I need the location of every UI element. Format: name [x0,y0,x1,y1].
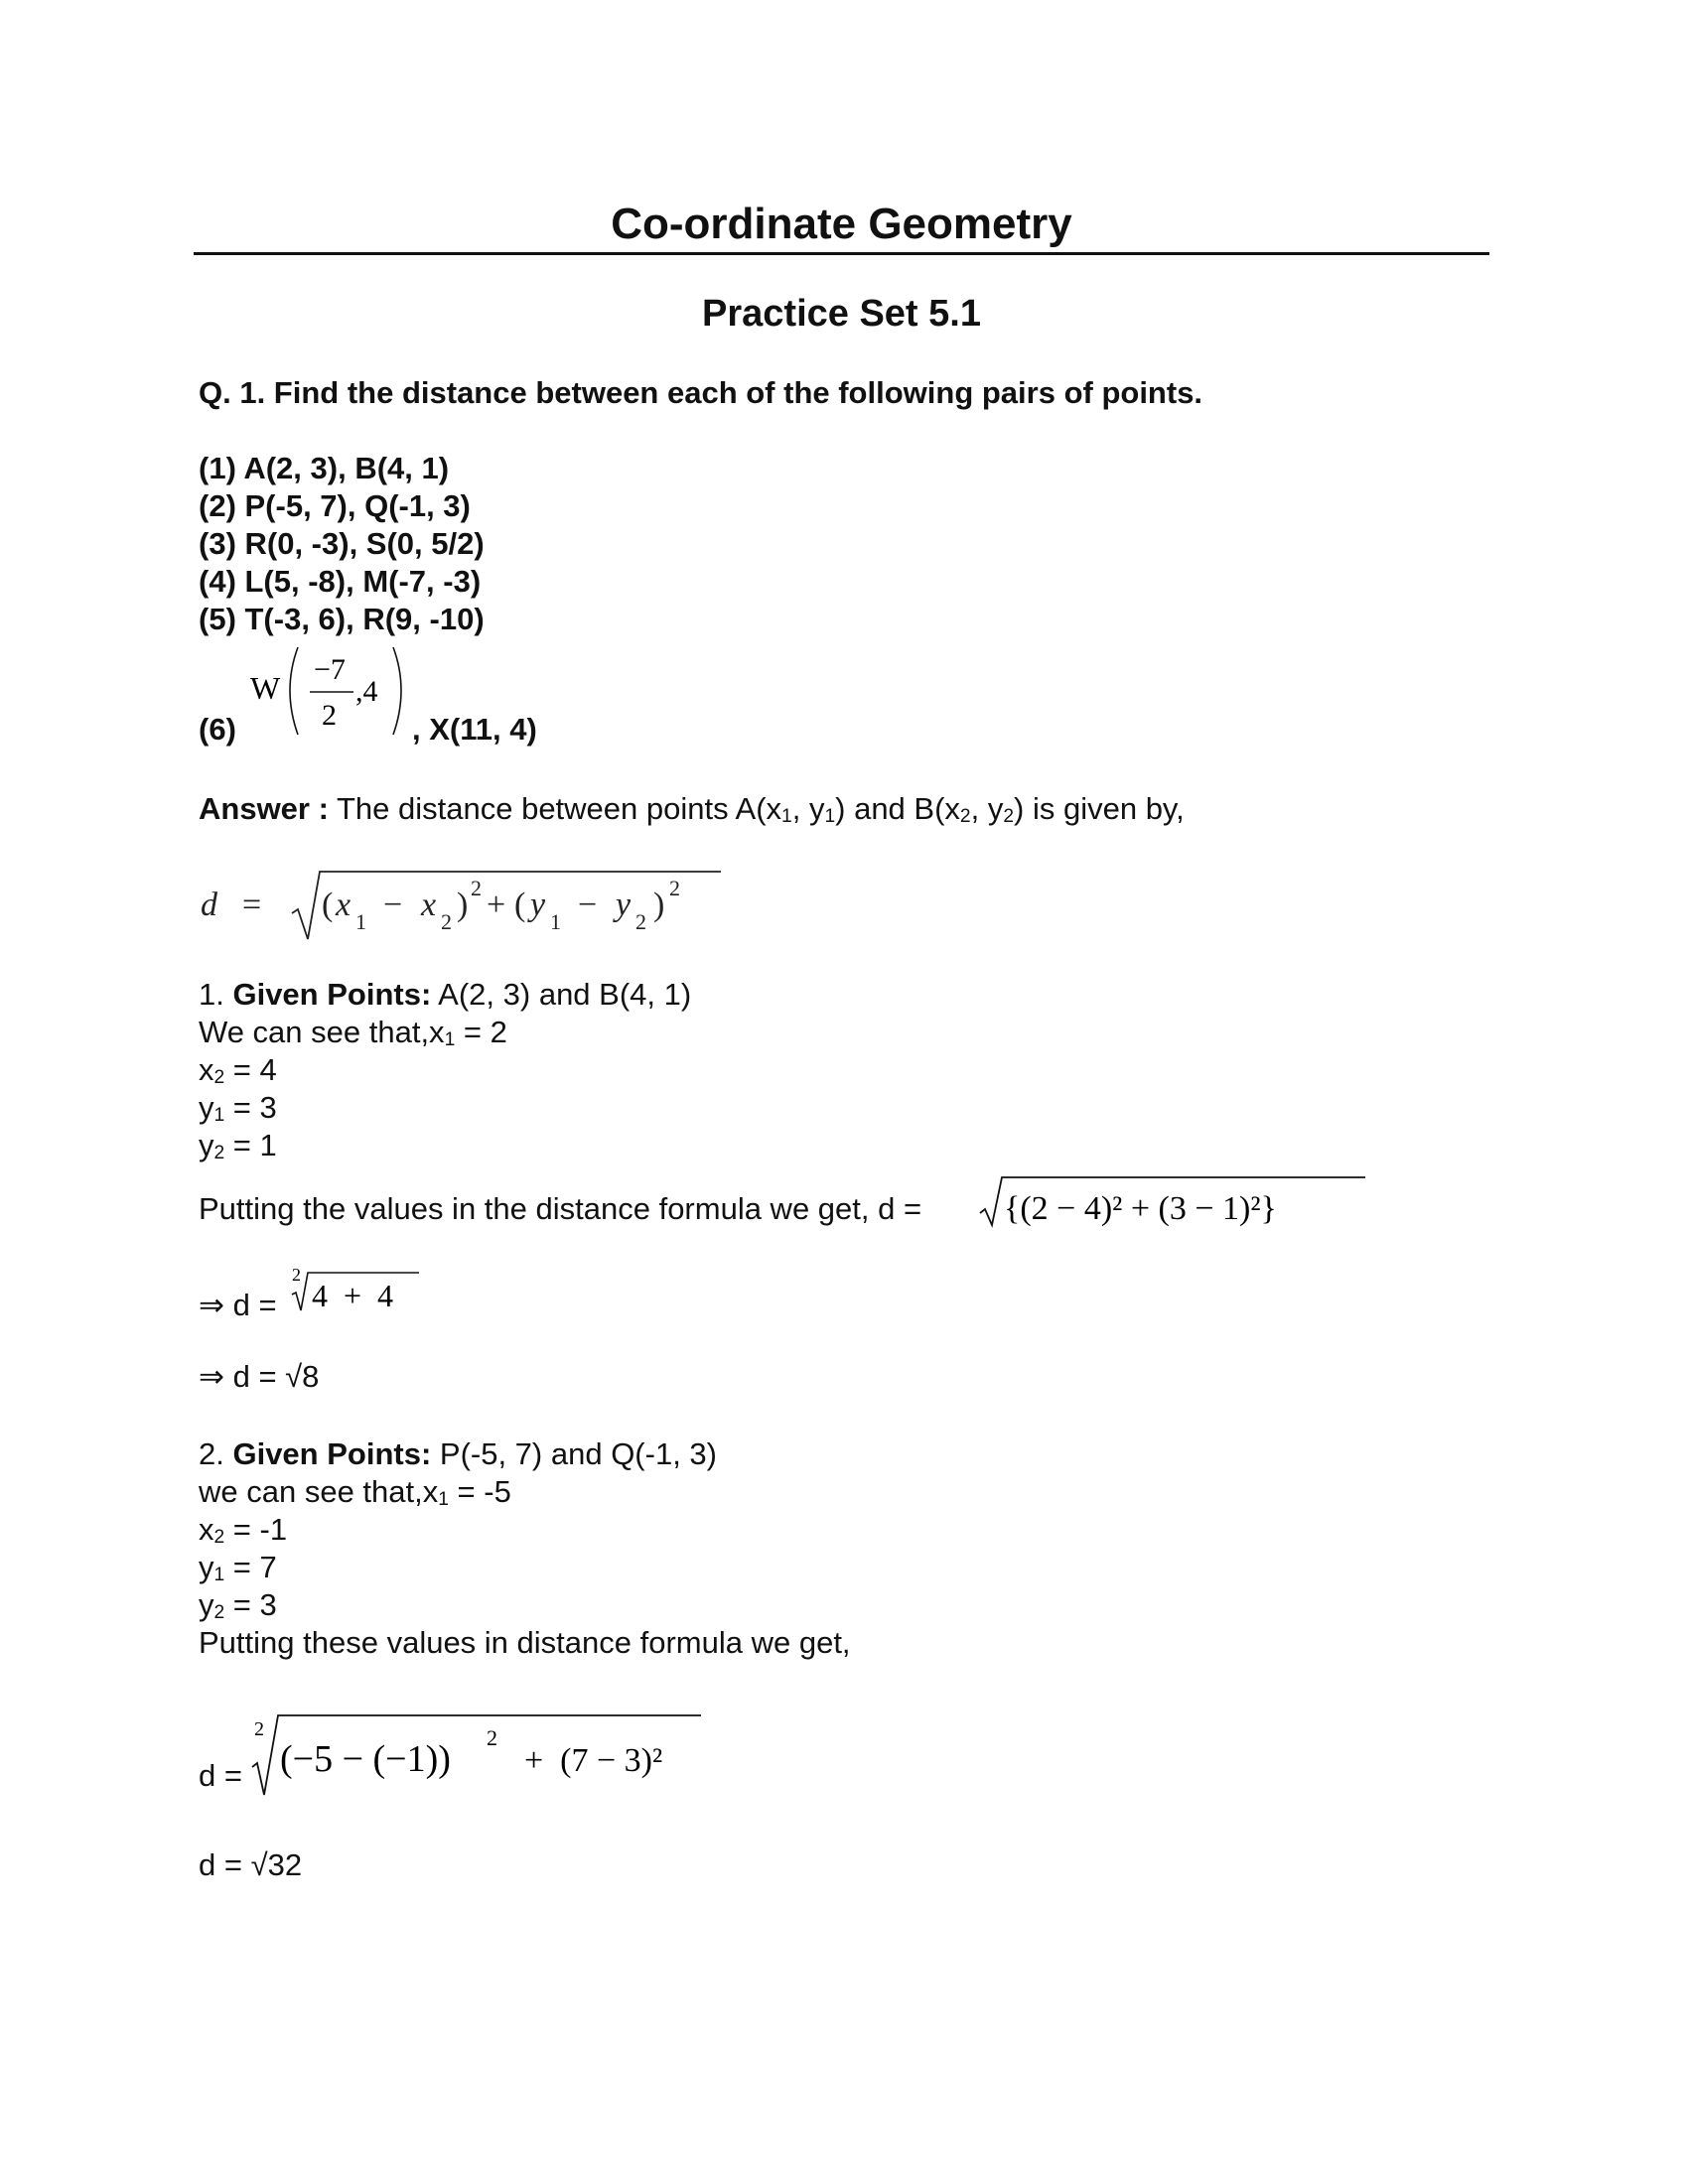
right-paren [393,647,401,735]
svg-text:y: y [616,887,632,923]
point-pair-1: (1) A(2, 3), B(4, 1) [199,451,450,485]
part1-putting: Putting the values in the distance formula we get, d = [199,1191,922,1226]
part1-step1: ⇒ d = [199,1288,277,1322]
part2-result: d = √32 [199,1847,303,1882]
point-pair-2: (2) P(-5, 7), Q(-1, 3) [199,488,471,523]
root-index: 2 [254,1718,264,1740]
part1-y2: $y_2 = 1$ [199,1128,277,1163]
svg-text:−: − [578,887,598,923]
svg-text:2: 2 [669,876,680,900]
part2-given: 2. Given Points: P(-5, 7) and Q(-1, 3) [199,1436,717,1471]
w-numerator: −7 [314,653,346,686]
title-underline [194,252,1489,255]
part1-root-expression [290,1261,429,1320]
point-pair-6-rest: , X(11, 4) [412,712,537,747]
svg-text:(: ( [322,887,334,923]
part2-expression-b: + (7 − 3)² [524,1742,663,1779]
svg-text:2: 2 [635,909,646,934]
part1-x2: $x_2 = 4$ [199,1052,277,1088]
part2-x1: we can see $that,x_1 = -5$ [199,1474,511,1510]
svg-text:2: 2 [441,909,452,934]
formula-equals: = [242,887,262,923]
svg-text:2: 2 [471,876,482,900]
point-pair-4: (4) L(5, -8), M(-7, -3) [199,564,482,599]
w-letter: W [250,670,281,706]
part1-y1: $y_1 = 3$ [199,1090,277,1126]
svg-text:1: 1 [355,909,366,934]
left-paren [290,647,298,735]
svg-text:): ) [653,887,665,923]
svg-text:x: x [421,887,437,923]
answer-intro: Answer : The distance between points $A(x_1$, $y_1$) and $B(x_2$, $y_2$) is given by, [199,791,1185,827]
part1-expression-2: 4 + 4 [312,1278,394,1313]
formula-d: d [201,887,217,923]
point-pair-6-label: (6) [199,712,236,747]
svg-text:1: 1 [550,909,561,934]
part1-x1: We can see $that,x_1 = 2$ [199,1015,507,1050]
svg-text:(: ( [514,887,526,923]
svg-text:−: − [383,887,403,923]
part2-y2: $y_2 = 3$ [199,1587,277,1623]
practice-set-heading: Practice Set 5.1 [702,293,981,335]
part2-d-prefix: d = [199,1758,242,1793]
part2-y1: $y_1 = 7$ [199,1550,277,1585]
page-title: Co-ordinate Geometry [611,200,1072,248]
root-index: 2 [292,1265,301,1285]
point-pair-5: (5) T(-3, 6), R(9, -10) [199,602,485,636]
svg-text:y: y [530,887,546,923]
question-1: Q. 1. Find the distance between each of the following pairs of points. [199,375,1203,410]
w-denominator: 2 [322,699,337,732]
part1-expression-1: {(2 − 4)² + (3 − 1)²} [1004,1190,1277,1227]
point-w-equation [238,635,427,745]
distance-formula [195,856,751,955]
part2-root-expression [248,1706,715,1805]
svg-text:x: x [336,887,352,923]
part2-expression-a: (−5 − (−1)) [280,1738,451,1780]
part2-x2: $x_2 = -1$ [199,1512,288,1548]
part1-given: 1. Given Points: A(2, 3) and B(4, 1) [199,977,692,1012]
svg-text:+: + [487,887,506,923]
answer-label: Answer : [199,791,329,826]
svg-text:): ) [457,887,469,923]
part2-power: 2 [487,1725,497,1750]
part2-putting: Putting these values in distance formula we get, [199,1625,851,1660]
w-y-value: ,4 [355,675,378,708]
part1-sqrt-expression [978,1169,1375,1239]
point-pair-3: (3) R(0, -3), S(0, 5/2) [199,526,485,561]
part1-result: ⇒ d = √8 [199,1359,320,1394]
